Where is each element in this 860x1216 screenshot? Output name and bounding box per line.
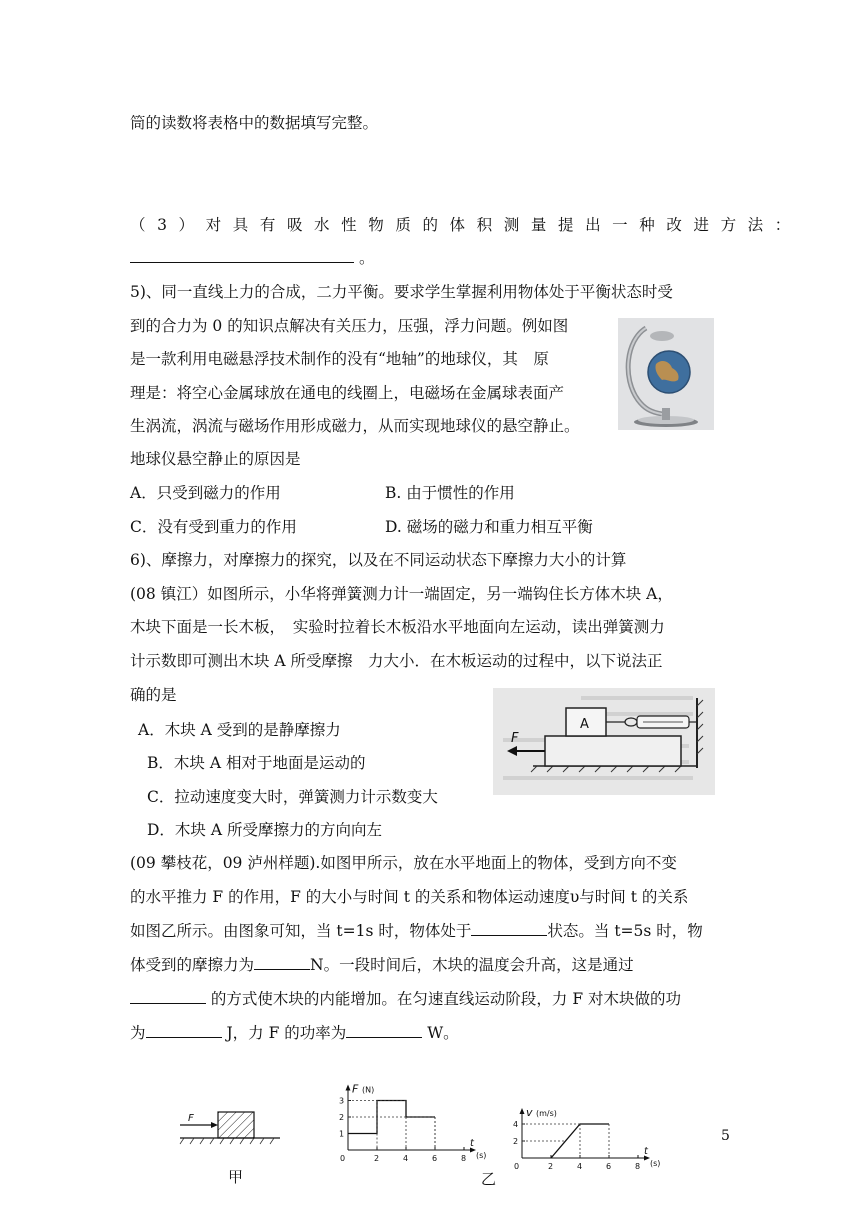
option-a: A．木块 A 受到的是静摩擦力 xyxy=(138,721,341,739)
pushed-block-diagram xyxy=(176,1104,286,1150)
x-tick-label: 4 xyxy=(403,1154,409,1163)
x-tick-label: 0 xyxy=(340,1154,346,1163)
option-c: C．没有受到重力的作用 xyxy=(130,518,297,536)
x-axis-unit: (s) xyxy=(650,1159,661,1168)
text-line: 6)、摩擦力，对摩擦力的探究，以及在不同运动状态下摩擦力大小的计算 xyxy=(130,551,627,569)
y-axis-symbol: F xyxy=(352,1082,359,1096)
x-tick-label: 4 xyxy=(577,1162,583,1171)
caption-yi: 乙 xyxy=(481,1170,497,1188)
text-line: 理是：将空心金属球放在通电的线圈上，电磁场在金属球表面产 xyxy=(130,384,565,402)
text-line xyxy=(130,987,681,1010)
text-line xyxy=(130,953,634,976)
y-tick-label: 2 xyxy=(513,1137,519,1146)
text-line: 是一款利用电磁悬浮技术制作的没有“地轴”的地球仪，其 原 xyxy=(130,350,549,368)
answer-blank[interactable] xyxy=(346,1021,422,1038)
x-tick-label: 2 xyxy=(374,1154,380,1163)
y-tick-label: 4 xyxy=(513,1120,519,1129)
x-tick-label: 6 xyxy=(606,1162,612,1171)
force-time-chart xyxy=(336,1082,502,1166)
y-axis-symbol: v xyxy=(526,1106,533,1119)
text-line xyxy=(130,1021,459,1044)
x-axis-symbol: t xyxy=(470,1138,474,1149)
text-line: 到的合力为 0 的知识点解决有关压力，压强，浮力问题。例如图 xyxy=(130,317,569,335)
x-tick-label: 0 xyxy=(514,1162,520,1171)
y-axis-unit: (m/s) xyxy=(536,1109,557,1118)
page-number: 5 xyxy=(721,1128,730,1144)
text-line: (09 攀枝花，09 泸州样题).如图甲所示，放在水平地面上的物体，受到方向不变 xyxy=(130,854,677,872)
text-span: 的方式使木块的内能增加。在匀速直线运动阶段，力 F 对木块做的功 xyxy=(206,990,682,1008)
text-span: W。 xyxy=(422,1024,459,1042)
text-span: J，力 F 的功率为 xyxy=(221,1024,347,1042)
text-line: 生涡流，涡流与磁场作用形成磁力，从而实现地球仪的悬空静止。 xyxy=(130,417,580,435)
text-line: 的水平推力 F 的作用，F 的大小与时间 t 的关系和物体运动速度υ与时间 t 的关系 xyxy=(130,888,689,906)
answer-blank[interactable] xyxy=(130,246,354,263)
levitating-globe-image xyxy=(618,318,714,430)
text-line: 筒的读数将表格中的数据填写完整。 xyxy=(130,114,379,132)
x-tick-label: 8 xyxy=(461,1154,467,1163)
option-c: C．拉动速度变大时，弹簧测力计示数变大 xyxy=(147,788,438,806)
text-line: 5)、同一直线上力的合成，二力平衡。要求学生掌握利用物体处于平衡状态时受 xyxy=(130,283,673,301)
text-line: （3）对具有吸水性物质的体积测量提出一种改进方法： xyxy=(130,216,802,234)
text-line: 木块下面是一长木板， 实验时拉着长木板沿水平地面向左运动，读出弹簧测力 xyxy=(130,618,665,636)
y-tick-label: 2 xyxy=(339,1113,345,1122)
push-force-label: F xyxy=(188,1113,194,1124)
x-axis-unit: (s) xyxy=(476,1151,487,1160)
option-d: D．木块 A 所受摩擦力的方向向左 xyxy=(147,821,382,839)
text-span: 状态。当 t=5s 时，物 xyxy=(547,922,703,940)
text-span: 。 xyxy=(358,249,375,267)
answer-blank[interactable] xyxy=(130,987,206,1004)
caption-jia: 甲 xyxy=(228,1168,244,1186)
friction-apparatus-image xyxy=(493,688,715,795)
option-b: B．木块 A 相对于地面是运动的 xyxy=(147,754,366,772)
text-span: 如图乙所示。由图象可知，当 t=1s 时，物体处于 xyxy=(130,922,472,940)
force-label: F xyxy=(511,731,519,746)
x-tick-label: 6 xyxy=(432,1154,438,1163)
y-tick-label: 3 xyxy=(339,1096,345,1106)
answer-blank[interactable] xyxy=(254,953,310,970)
y-axis-arrow xyxy=(346,1085,351,1091)
option-a: A．只受到磁力的作用 xyxy=(130,484,281,502)
option-d: D. 磁场的磁力和重力相互平衡 xyxy=(385,518,593,536)
y-axis-unit: (N) xyxy=(362,1085,375,1095)
velocity-time-chart xyxy=(508,1082,672,1171)
answer-line xyxy=(130,246,374,269)
block-label: A xyxy=(580,717,589,732)
text-line: 确的是 xyxy=(130,686,177,704)
text-span: 体受到的摩擦力为 xyxy=(130,956,255,974)
x-tick-label: 8 xyxy=(635,1162,641,1171)
text-line: (08 镇江）如图所示，小华将弹簧测力计一端固定，另一端钩住长方体木块 A， xyxy=(130,585,673,603)
text-line: 地球仪悬空静止的原因是 xyxy=(130,450,301,468)
text-line xyxy=(130,919,703,942)
x-axis-symbol: t xyxy=(644,1146,648,1157)
text-span: N。一段时间后，木块的温度会升高，这是通过 xyxy=(310,956,634,974)
x-tick-label: 2 xyxy=(548,1162,554,1171)
text-span: 为 xyxy=(130,1024,146,1042)
answer-blank[interactable] xyxy=(146,1021,222,1038)
text-line: 计示数即可测出木块 A 所受摩擦 力大小．在木板运动的过程中，以下说法正 xyxy=(130,652,663,670)
y-axis-arrow xyxy=(520,1108,525,1114)
y-tick-label: 1 xyxy=(339,1129,345,1139)
option-b: B. 由于惯性的作用 xyxy=(385,484,515,502)
answer-blank[interactable] xyxy=(471,919,547,936)
